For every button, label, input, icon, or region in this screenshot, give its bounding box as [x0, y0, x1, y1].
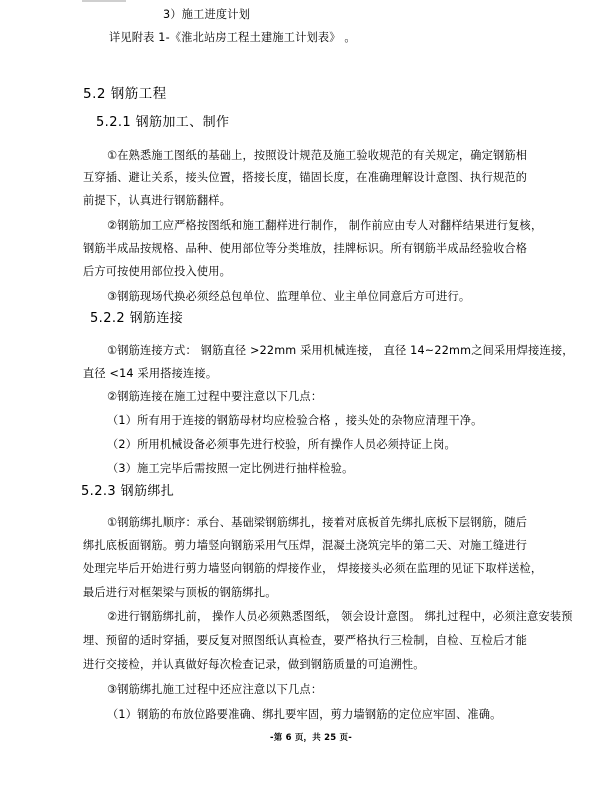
paragraph-line: 埋、预留的适时穿插，要反复对照图纸认真检查，要严格执行三检制，自检、互检后才能 [83, 634, 528, 647]
subsection-heading-5-2-3: 5.2.3 钢筋绑扎 [81, 484, 175, 499]
paragraph-line: 直径 <14 采用搭接连接。 [83, 367, 218, 380]
paragraph-line: ③钢筋绑扎施工过程中还应注意以下几点： [107, 683, 323, 696]
list-item: （1）所有用于连接的钢筋母材均应检验合格 ，接头处的杂物应清理干净。 [107, 414, 483, 427]
paragraph-line: 互穿插、避让关系，接头位置，搭接长度，锚固长度，在准确理解设计意图、执行规范的 [83, 171, 528, 184]
paragraph-line: 进行交接检，并认真做好每次检查记录，做到钢筋质量的可追溯性。 [83, 658, 425, 671]
paragraph-line: 钢筋半成品按规格、品种、使用部位等分类堆放，挂牌标识。所有钢筋半成品经验收合格 [83, 242, 528, 255]
list-item: （2）所用机械设备必须事先进行校验，所有操作人员必须持证上岗。 [107, 438, 456, 451]
paragraph-line: ②进行钢筋绑扎前， 操作人员必须熟悉图纸， 领会设计意图。 绑扎过程中，必须注意安装预 [107, 610, 573, 623]
paragraph-line: ①在熟悉施工图纸的基础上，按照设计规范及施工验收规范的有关规定，确定钢筋相 [107, 149, 528, 162]
paragraph-line: ②钢筋加工应严格按图纸和施工翻样进行制作， 制作前应由专人对翻样结果进行复核， [107, 219, 543, 232]
page-number-footer: -第 6 页，共 25 页- [270, 733, 352, 743]
top-edge-mark [82, 0, 126, 2]
paragraph-line: ②钢筋连接在施工过程中要注意以下几点： [107, 390, 323, 403]
section-heading-5-2: 5.2 钢筋工程 [83, 86, 167, 102]
paragraph-line: 绑扎底板面钢筋。剪力墙竖向钢筋采用气压焊，混凝土浇筑完毕的第二天、对施工缝进行 [83, 539, 528, 552]
list-item: （1）钢筋的布放位路要准确、绑扎要牢固，剪力墙钢筋的定位应牢固、准确。 [107, 708, 502, 721]
schedule-item-heading: 3）施工进度计划 [163, 8, 251, 21]
subsection-heading-5-2-2: 5.2.2 钢筋连接 [90, 311, 184, 326]
paragraph-line: ①钢筋绑扎顺序：承台、基础梁钢筋绑扎，接着对底板首先绑扎底板下层钢筋，随后 [107, 516, 528, 529]
list-item: （3）施工完毕后需按照一定比例进行抽样检验。 [107, 462, 354, 475]
paragraph-line: ③钢筋现场代换必须经总包单位、监理单位、业主单位同意后方可进行。 [107, 290, 471, 303]
paragraph-line: 处理完毕后开始进行剪力墙竖向钢筋的焊接作业， 焊接接头必须在监理的见证下取样送检， [83, 562, 543, 575]
paragraph-line: 后方可按使用部位投入使用。 [83, 265, 232, 278]
paragraph-line: 前提下，认真进行钢筋翻样。 [83, 194, 232, 207]
subsection-heading-5-2-1: 5.2.1 钢筋加工、制作 [96, 115, 230, 130]
paragraph-line: 最后进行对框架梁与顶板的钢筋绑扎。 [83, 586, 277, 599]
paragraph-line: ①钢筋连接方式： 钢筋直径 >22mm 采用机械连接， 直径 14~22mm之间采用焊接连接， [107, 344, 574, 357]
schedule-reference: 详见附表 1-《淮北站房工程土建施工计划表》 。 [109, 31, 356, 44]
